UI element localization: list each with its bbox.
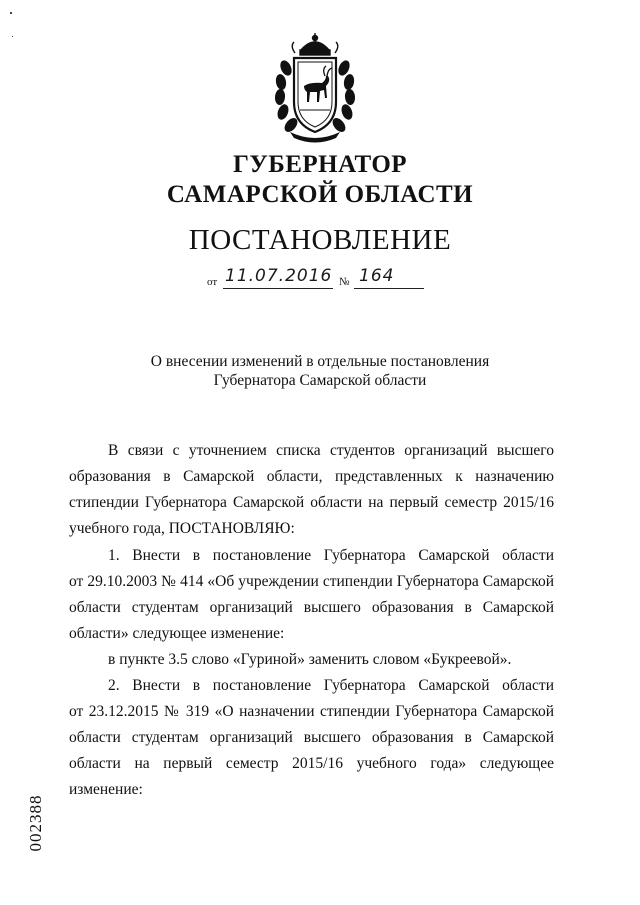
decree-heading: ПОСТАНОВЛЕНИЕ — [188, 224, 452, 256]
text-line: 1. Внести в постановление Губернатора Самарской области — [108, 547, 554, 564]
text-line: учебного года, ПОСТАНОВЛЯЮ: — [69, 520, 295, 537]
subject-line: Губернатора Самарской области — [213, 372, 427, 389]
text-line: от 23.12.2015 № 319 «О назначении стипендии Губернатора Самарской — [69, 703, 554, 720]
text-line: области на первый семестр 2015/16 учебного года» следующее — [69, 755, 554, 772]
header-title-line1: ГУБЕРНАТОР — [232, 151, 408, 178]
serial-number-text: 002388 — [26, 794, 45, 852]
samara-coat-of-arms-icon — [270, 32, 360, 144]
scan-speck — [12, 36, 13, 37]
header-title-line2: САМАРСКОЙ ОБЛАСТИ — [166, 181, 474, 208]
text-line: образования в Самарской области, представленных к назначению — [69, 468, 554, 485]
decree-date-number-line — [207, 266, 437, 292]
text-line: В связи с уточнением списка студентов организаций высшего — [108, 442, 554, 459]
paragraph-item-1-change — [69, 647, 554, 673]
document-serial-number — [22, 778, 50, 868]
handwritten-date: 11.07.2016 — [225, 266, 333, 286]
paragraph-preamble — [69, 438, 554, 542]
date-underline — [223, 288, 333, 289]
paragraph-item-2 — [69, 673, 554, 803]
scan-speck — [10, 12, 12, 14]
text-line: области студентам организаций высшего образования в Самарской — [69, 599, 554, 616]
text-line: 2. Внести в постановление Губернатора Самарской области — [108, 677, 554, 694]
subject-line: О внесении изменений в отдельные постановления — [150, 353, 490, 370]
text-line: области» следующее изменение: — [69, 625, 285, 642]
text-line: стипендии Губернатора Самарской области на первый семестр 2015/16 — [69, 494, 554, 511]
paragraph-item-1 — [69, 543, 554, 647]
text-line: в пункте 3.5 слово «Гуриной» заменить словом «Букреевой». — [108, 651, 512, 668]
text-line: от 29.10.2003 № 414 «Об учреждении стипендии Губернатора Самарской — [69, 573, 554, 590]
decree-subject — [0, 352, 640, 390]
text-line: области студентам организаций высшего образования в Самарской — [69, 729, 554, 746]
number-label: № — [339, 276, 350, 288]
number-underline — [354, 288, 424, 289]
text-line: изменение: — [69, 781, 143, 798]
from-label: от — [207, 276, 218, 288]
handwritten-number: 164 — [359, 266, 395, 286]
